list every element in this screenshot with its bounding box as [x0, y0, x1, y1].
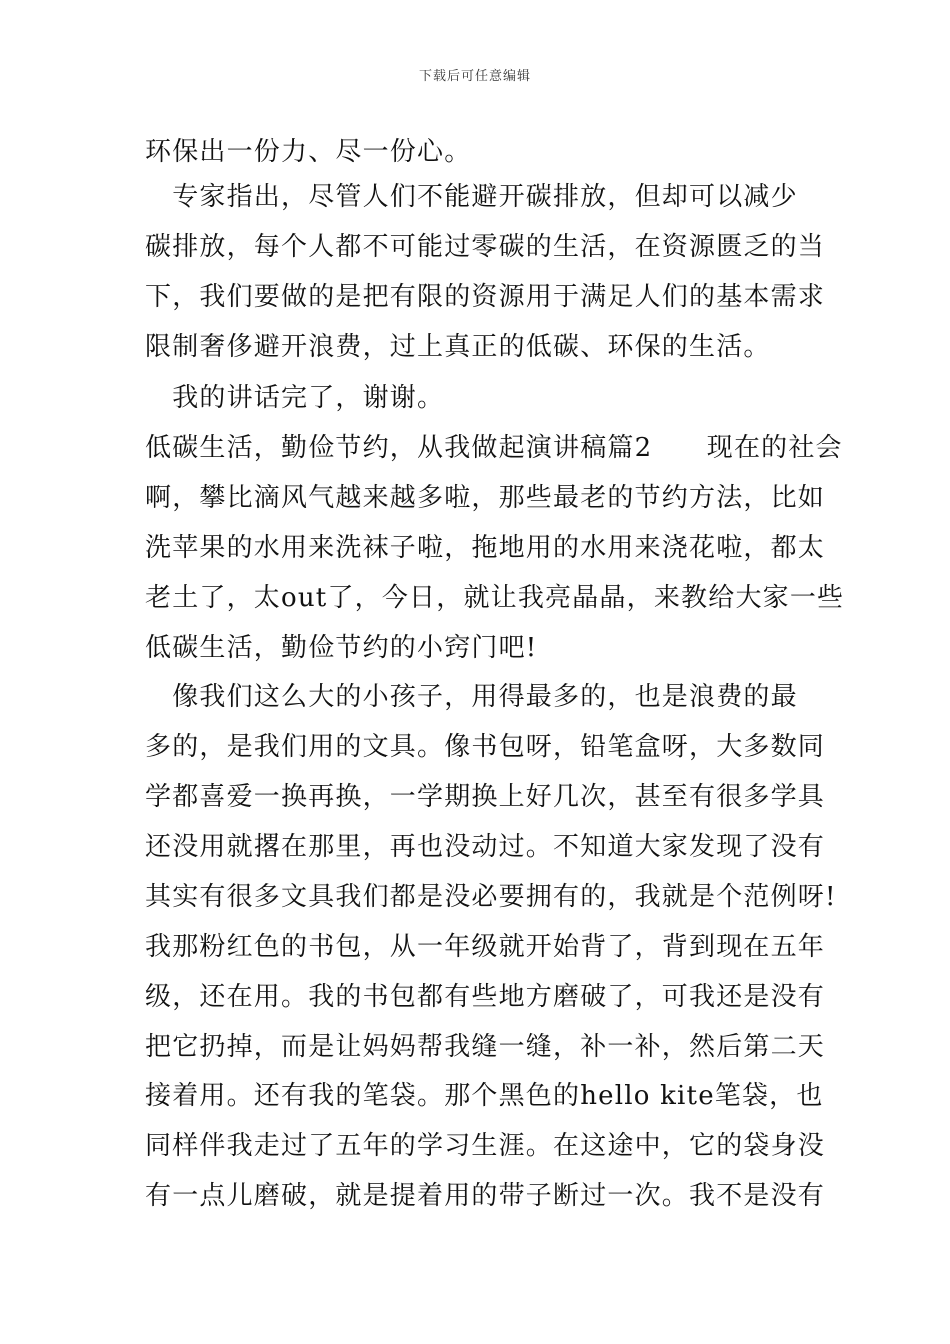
text-line: 把它扔掉，而是让妈妈帮我缝一缝，补一补，然后第二天: [145, 1032, 826, 1062]
text-line: 低碳生活，勤俭节约的小窍门吧!: [145, 633, 538, 663]
text-line: 洗苹果的水用来洗袜子啦，拖地用的水用来浇花啦，都太: [145, 533, 826, 563]
text-line: 老土了，太out了，今日，就让我亮晶晶，来教给大家一些: [145, 583, 845, 613]
text-line: 碳排放，每个人都不可能过零碳的生活，在资源匮乏的当: [145, 232, 826, 262]
text-line: 限制奢侈避开浪费，过上真正的低碳、环保的生活。: [145, 332, 771, 362]
text-line: 还没用就撂在那里，再也没动过。不知道大家发现了没有: [145, 832, 826, 862]
text-line: 环保出一份力、尽一份心。: [145, 137, 472, 167]
text-line: 像我们这么大的小孩子，用得最多的，也是浪费的最: [145, 682, 798, 712]
text-line: 专家指出，尽管人们不能避开碳排放，但却可以减少: [145, 182, 798, 212]
text-line: 级，还在用。我的书包都有些地方磨破了，可我还是没有: [145, 982, 826, 1012]
text-line: 有一点儿磨破，就是提着用的带子断过一次。我不是没有: [145, 1181, 826, 1211]
text-line: 同样伴我走过了五年的学习生涯。在这途中，它的袋身没: [145, 1131, 826, 1161]
text-line: 我那粉红色的书包，从一年级就开始背了，背到现在五年: [145, 932, 826, 962]
page-header: 下载后可任意编辑: [418, 69, 531, 84]
text-line: 低碳生活，勤俭节约，从我做起演讲稿篇2 现在的社会: [145, 433, 843, 463]
text-line: 学都喜爱一换再换，一学期换上好几次，甚至有很多学具: [145, 782, 826, 812]
text-line: 我的讲话完了，谢谢。: [145, 383, 445, 413]
text-line: 其实有很多文具我们都是没必要拥有的，我就是个范例呀!: [145, 882, 837, 912]
text-line: 接着用。还有我的笔袋。那个黑色的hello kite笔袋，也: [145, 1081, 824, 1111]
text-line: 啊，攀比滴风气越来越多啦，那些最老的节约方法，比如: [145, 483, 826, 513]
text-line: 下，我们要做的是把有限的资源用于满足人们的基本需求: [145, 282, 826, 312]
text-line: 多的，是我们用的文具。像书包呀，铅笔盒呀，大多数同: [145, 732, 826, 762]
